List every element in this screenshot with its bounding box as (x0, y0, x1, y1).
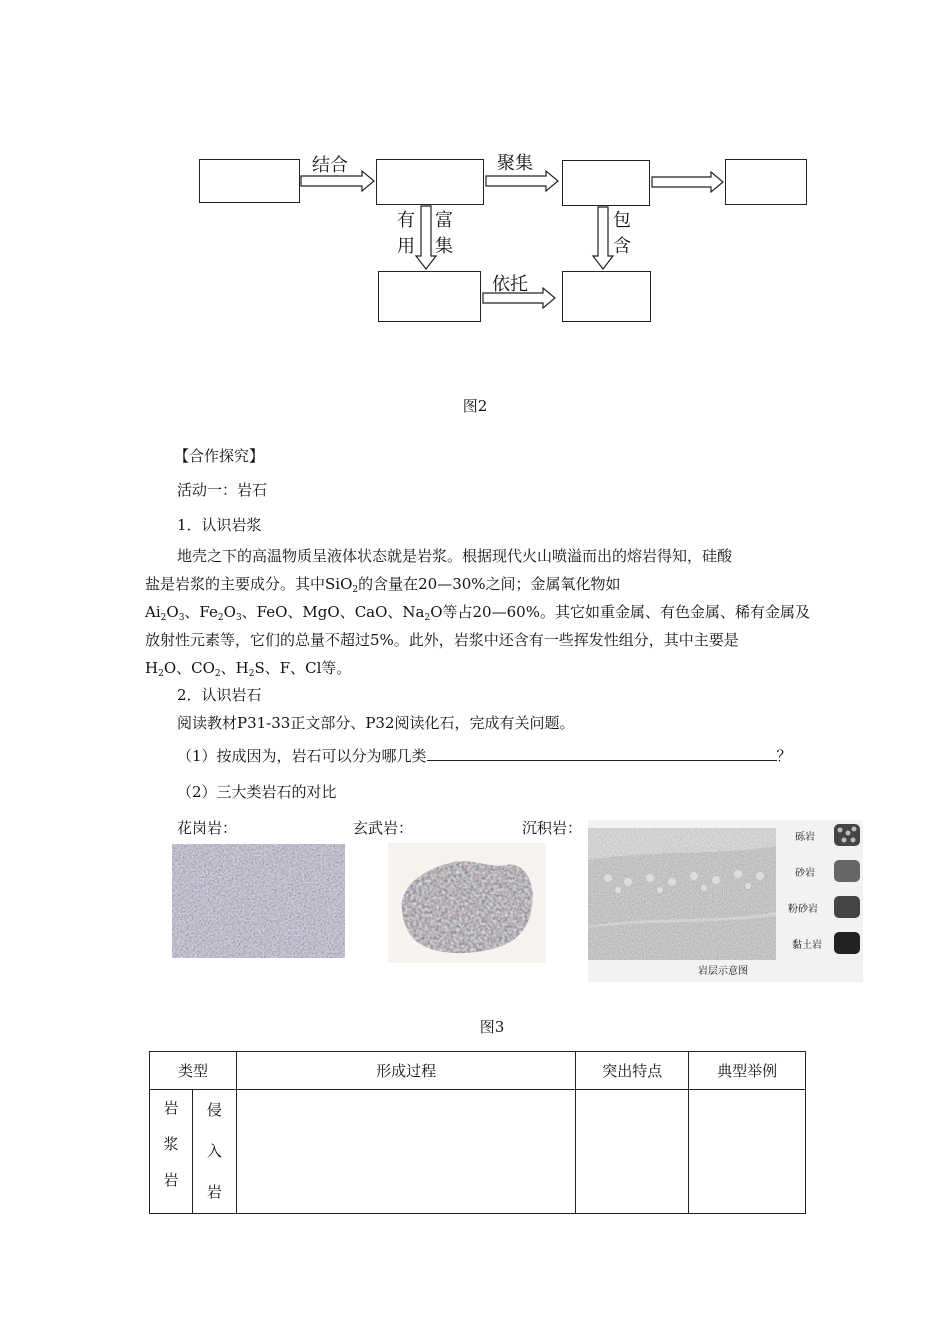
strata-label-sandstone: 砂岩 (795, 868, 815, 879)
arrow-useful-enrich (416, 206, 436, 269)
granite-label: 花岗岩： (177, 819, 238, 837)
strata-label-siltstone: 粉砂岩 (788, 904, 818, 915)
flow-label-combine: 结合 (312, 155, 348, 176)
header-formation: 形成过程 (236, 1052, 575, 1090)
sedimentary-label: 沉积岩： (522, 819, 583, 837)
cell-intrusive-rock: 侵 入 岩 (192, 1090, 236, 1214)
flow-label-rely: 依托 (492, 274, 528, 295)
strata-diagram-image (588, 820, 863, 982)
header-type: 类型 (150, 1052, 237, 1090)
arrow-gather (486, 171, 558, 191)
paragraph-line-4: 放射性元素等，它们的总量不超过5%。此外，岩浆中还含有一些挥发性组分，其中主要是 (145, 631, 739, 649)
basalt-image (388, 843, 546, 963)
flow-label-gather: 聚集 (497, 153, 533, 174)
strata-label-claystone: 黏土岩 (792, 940, 822, 951)
paragraph-line-3: $Ai_2O_3$、$Fe_2O_3$、FeO、MgO、CaO、$Na_2O$等占20—60%。其它如重金属、有色金属、稀有金属及 (145, 603, 810, 623)
cell-magmatic-rock: 岩 浆 岩 (150, 1090, 193, 1214)
cell-examples-blank[interactable] (689, 1090, 806, 1214)
figure-3-caption: 图3 (479, 1018, 505, 1036)
figure-2-caption: 图2 (462, 397, 488, 415)
rock-comparison-table (149, 1051, 806, 1214)
section-heading: 【合作探究】 (174, 447, 265, 465)
cell-formation-blank[interactable] (236, 1090, 575, 1214)
arrow-box3-box4 (652, 172, 723, 192)
flow-label-enrich: 富 集 (435, 210, 453, 257)
granite-image (172, 844, 345, 958)
cell-features-blank[interactable] (576, 1090, 689, 1214)
flow-label-useful: 有 用 (397, 210, 415, 257)
arrow-contain (593, 207, 613, 269)
strata-caption: 岩层示意图 (698, 966, 748, 977)
strata-label-conglomerate: 砾岩 (795, 832, 815, 843)
question-1: （1）按成因为，岩石可以分为哪几类 ？ (177, 747, 792, 765)
basalt-label: 玄武岩： (353, 819, 414, 837)
question-2: （2）三大类岩石的对比 (177, 783, 337, 801)
header-examples: 典型举例 (689, 1052, 806, 1090)
reading-instruction: 阅读教材P31-33正文部分、P32阅读化石，完成有关问题。 (177, 714, 575, 732)
paragraph-line-5: $H_2O$、$CO_2$、$H_2S$、F、Cl等。 (145, 659, 352, 679)
flow-label-contain: 包 含 (613, 210, 631, 257)
item-1-title: 1．认识岩浆 (177, 516, 262, 534)
paragraph-line-2: 盐是岩浆的主要成分。其中SiO$_2$的含量在20—30%之间；金属氧化物如 (145, 575, 621, 595)
answer-blank[interactable] (427, 746, 777, 761)
header-features: 突出特点 (576, 1052, 689, 1090)
paragraph-line-1: 地壳之下的高温物质呈液体状态就是岩浆。根据现代火山喷溢而出的熔岩得知，硅酸 (177, 547, 733, 565)
item-2-title: 2．认识岩石 (177, 686, 262, 704)
flow-arrows (0, 0, 950, 340)
activity-title: 活动一：岩石 (177, 481, 268, 499)
